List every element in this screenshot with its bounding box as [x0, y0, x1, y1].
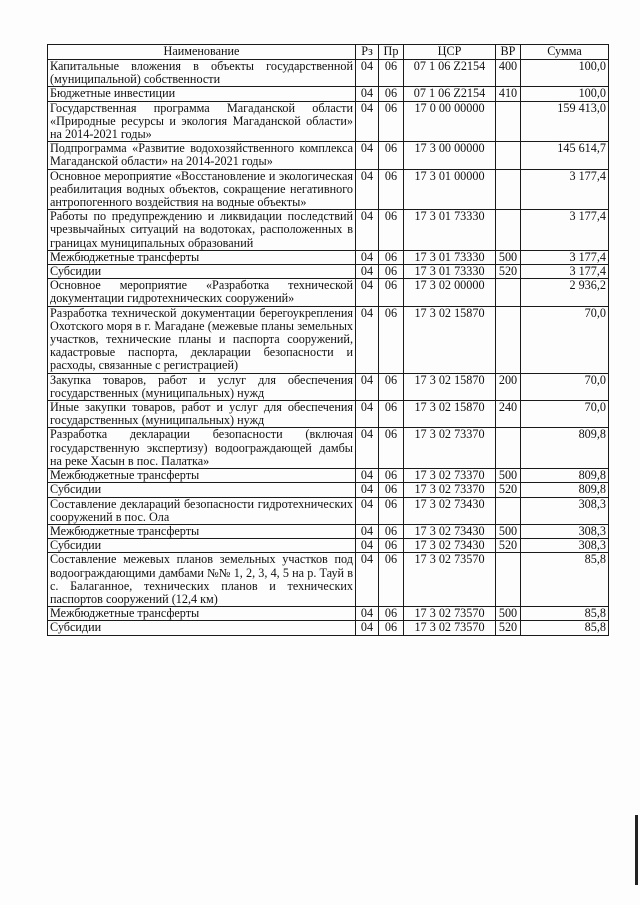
row-sum: 70,0 — [521, 373, 609, 400]
row-pr: 06 — [379, 621, 404, 635]
row-vr — [496, 497, 521, 524]
budget-table — [47, 44, 609, 636]
row-csr: 17 3 01 73330 — [404, 210, 496, 251]
row-csr: 17 3 01 00000 — [404, 169, 496, 210]
row-csr: 17 3 02 73430 — [404, 524, 496, 538]
row-name: Межбюджетные трансферты — [48, 469, 356, 483]
row-pr: 06 — [379, 428, 404, 469]
row-csr: 17 3 02 73370 — [404, 428, 496, 469]
row-rz: 04 — [356, 87, 379, 101]
table-row — [48, 142, 609, 169]
row-vr — [496, 553, 521, 607]
row-rz: 04 — [356, 401, 379, 428]
row-vr: 520 — [496, 483, 521, 497]
row-rz: 04 — [356, 428, 379, 469]
row-csr: 17 3 02 73370 — [404, 483, 496, 497]
row-pr: 06 — [379, 142, 404, 169]
row-rz: 04 — [356, 250, 379, 264]
row-pr: 06 — [379, 279, 404, 306]
row-name: Капитальные вложения в объекты государственной (муниципальной) собственности — [48, 60, 356, 87]
row-csr: 17 3 02 73370 — [404, 469, 496, 483]
row-vr: 410 — [496, 87, 521, 101]
row-name: Государственная программа Магаданской области «Природные ресурсы и экология Магаданской области» на 2014-2021 годы» — [48, 101, 356, 142]
row-csr: 17 0 00 00000 — [404, 101, 496, 142]
row-rz: 04 — [356, 553, 379, 607]
row-rz: 04 — [356, 373, 379, 400]
row-rz: 04 — [356, 483, 379, 497]
row-name: Субсидии — [48, 265, 356, 279]
row-vr: 500 — [496, 524, 521, 538]
row-pr: 06 — [379, 553, 404, 607]
row-csr: 17 3 02 00000 — [404, 279, 496, 306]
header-name: Наименование — [48, 45, 356, 60]
row-sum: 308,3 — [521, 497, 609, 524]
table-row — [48, 524, 609, 538]
row-pr: 06 — [379, 539, 404, 553]
row-name: Составление межевых планов земельных участков под водоограждающими дамбами №№ 1, 2, 3, 4, 5 на р. Тауй в с. Балаганное, технических планов и технических паспортов сооружений (12,4 км) — [48, 553, 356, 607]
row-name: Бюджетные инвестиции — [48, 87, 356, 101]
table-row — [48, 483, 609, 497]
row-rz: 04 — [356, 279, 379, 306]
row-sum: 809,8 — [521, 428, 609, 469]
row-csr: 17 3 01 73330 — [404, 265, 496, 279]
row-vr: 520 — [496, 621, 521, 635]
row-vr: 200 — [496, 373, 521, 400]
row-sum: 2 936,2 — [521, 279, 609, 306]
scan-edge-mark — [635, 815, 638, 885]
row-sum: 3 177,4 — [521, 169, 609, 210]
row-csr: 07 1 06 Z2154 — [404, 87, 496, 101]
row-pr: 06 — [379, 373, 404, 400]
row-pr: 06 — [379, 306, 404, 373]
table-row — [48, 373, 609, 400]
row-pr: 06 — [379, 497, 404, 524]
row-vr — [496, 279, 521, 306]
row-name: Межбюджетные трансферты — [48, 250, 356, 264]
row-sum: 70,0 — [521, 401, 609, 428]
row-csr: 17 3 02 15870 — [404, 306, 496, 373]
table-row — [48, 607, 609, 621]
row-name: Основное мероприятие «Восстановление и экологическая реабилитация водных объектов, сокращение негативного антропогенного воздействия на водные объекты» — [48, 169, 356, 210]
row-name: Составление деклараций безопасности гидротехнических сооружений в пос. Ола — [48, 497, 356, 524]
row-sum: 85,8 — [521, 553, 609, 607]
header-csr: ЦСР — [404, 45, 496, 60]
row-sum: 3 177,4 — [521, 210, 609, 251]
row-sum: 3 177,4 — [521, 250, 609, 264]
table-row — [48, 101, 609, 142]
row-name: Работы по предупреждению и ликвидации последствий чрезвычайных ситуаций на водотоках, расположенных в границах муниципальных образований — [48, 210, 356, 251]
row-csr: 17 3 02 73570 — [404, 621, 496, 635]
row-sum: 100,0 — [521, 87, 609, 101]
row-csr: 17 3 02 15870 — [404, 373, 496, 400]
row-name: Межбюджетные трансферты — [48, 524, 356, 538]
row-name: Основное мероприятие «Разработка технической документации гидротехнических сооружений» — [48, 279, 356, 306]
row-vr: 520 — [496, 265, 521, 279]
row-rz: 04 — [356, 60, 379, 87]
row-sum: 70,0 — [521, 306, 609, 373]
table-row — [48, 265, 609, 279]
table-row — [48, 621, 609, 635]
row-sum: 100,0 — [521, 60, 609, 87]
row-name: Закупка товаров, работ и услуг для обеспечения государственных (муниципальных) нужд — [48, 373, 356, 400]
table-header-row — [48, 45, 609, 60]
row-sum: 85,8 — [521, 621, 609, 635]
table-row — [48, 469, 609, 483]
row-vr — [496, 169, 521, 210]
row-rz: 04 — [356, 524, 379, 538]
row-rz: 04 — [356, 306, 379, 373]
row-pr: 06 — [379, 87, 404, 101]
row-vr — [496, 428, 521, 469]
row-rz: 04 — [356, 497, 379, 524]
row-vr: 500 — [496, 469, 521, 483]
table-row — [48, 497, 609, 524]
row-pr: 06 — [379, 250, 404, 264]
table-row — [48, 210, 609, 251]
header-sum: Сумма — [521, 45, 609, 60]
row-rz: 04 — [356, 607, 379, 621]
row-vr — [496, 210, 521, 251]
row-name: Разработка декларации безопасности (включая государственную экспертизу) водоограждающей дамбы на реке Хасын в пос. Палатка» — [48, 428, 356, 469]
row-rz: 04 — [356, 101, 379, 142]
row-vr: 520 — [496, 539, 521, 553]
row-csr: 17 3 02 73430 — [404, 539, 496, 553]
row-vr — [496, 142, 521, 169]
header-vr: ВР — [496, 45, 521, 60]
table-row — [48, 401, 609, 428]
table-row — [48, 250, 609, 264]
row-rz: 04 — [356, 621, 379, 635]
table-row — [48, 428, 609, 469]
row-sum: 809,8 — [521, 483, 609, 497]
row-sum: 308,3 — [521, 524, 609, 538]
table-row — [48, 87, 609, 101]
table-row — [48, 60, 609, 87]
row-sum: 85,8 — [521, 607, 609, 621]
row-name: Субсидии — [48, 621, 356, 635]
row-sum: 809,8 — [521, 469, 609, 483]
table-row — [48, 539, 609, 553]
row-pr: 06 — [379, 265, 404, 279]
row-name: Субсидии — [48, 483, 356, 497]
row-csr: 17 3 01 73330 — [404, 250, 496, 264]
row-name: Иные закупки товаров, работ и услуг для обеспечения государственных (муниципальных) нужд — [48, 401, 356, 428]
row-rz: 04 — [356, 539, 379, 553]
table-row — [48, 553, 609, 607]
row-vr — [496, 101, 521, 142]
row-sum: 3 177,4 — [521, 265, 609, 279]
row-csr: 17 3 02 73430 — [404, 497, 496, 524]
row-pr: 06 — [379, 60, 404, 87]
table-row — [48, 279, 609, 306]
table-row — [48, 169, 609, 210]
row-vr: 240 — [496, 401, 521, 428]
row-rz: 04 — [356, 210, 379, 251]
row-sum: 308,3 — [521, 539, 609, 553]
row-pr: 06 — [379, 210, 404, 251]
row-rz: 04 — [356, 142, 379, 169]
row-pr: 06 — [379, 101, 404, 142]
row-pr: 06 — [379, 469, 404, 483]
header-rz: Рз — [356, 45, 379, 60]
row-pr: 06 — [379, 607, 404, 621]
header-pr: Пр — [379, 45, 404, 60]
row-rz: 04 — [356, 469, 379, 483]
row-pr: 06 — [379, 401, 404, 428]
row-csr: 17 3 02 15870 — [404, 401, 496, 428]
row-csr: 17 3 02 73570 — [404, 553, 496, 607]
row-pr: 06 — [379, 483, 404, 497]
row-csr: 17 3 00 00000 — [404, 142, 496, 169]
row-name: Подпрограмма «Развитие водохозяйственного комплекса Магаданской области» на 2014-2021 годы» — [48, 142, 356, 169]
row-vr: 500 — [496, 607, 521, 621]
row-name: Межбюджетные трансферты — [48, 607, 356, 621]
row-vr: 500 — [496, 250, 521, 264]
row-rz: 04 — [356, 265, 379, 279]
row-name: Разработка технической документации берегоукрепления Охотского моря в г. Магадане (межевые планы земельных участков, технические планы и паспорта сооружений, кадастровые паспорта, декларации безопасности и расходы, связанные с регистрацией) — [48, 306, 356, 373]
row-sum: 159 413,0 — [521, 101, 609, 142]
row-vr: 400 — [496, 60, 521, 87]
row-name: Субсидии — [48, 539, 356, 553]
row-csr: 07 1 06 Z2154 — [404, 60, 496, 87]
table-row — [48, 306, 609, 373]
row-sum: 145 614,7 — [521, 142, 609, 169]
row-rz: 04 — [356, 169, 379, 210]
row-vr — [496, 306, 521, 373]
row-pr: 06 — [379, 524, 404, 538]
row-csr: 17 3 02 73570 — [404, 607, 496, 621]
row-pr: 06 — [379, 169, 404, 210]
